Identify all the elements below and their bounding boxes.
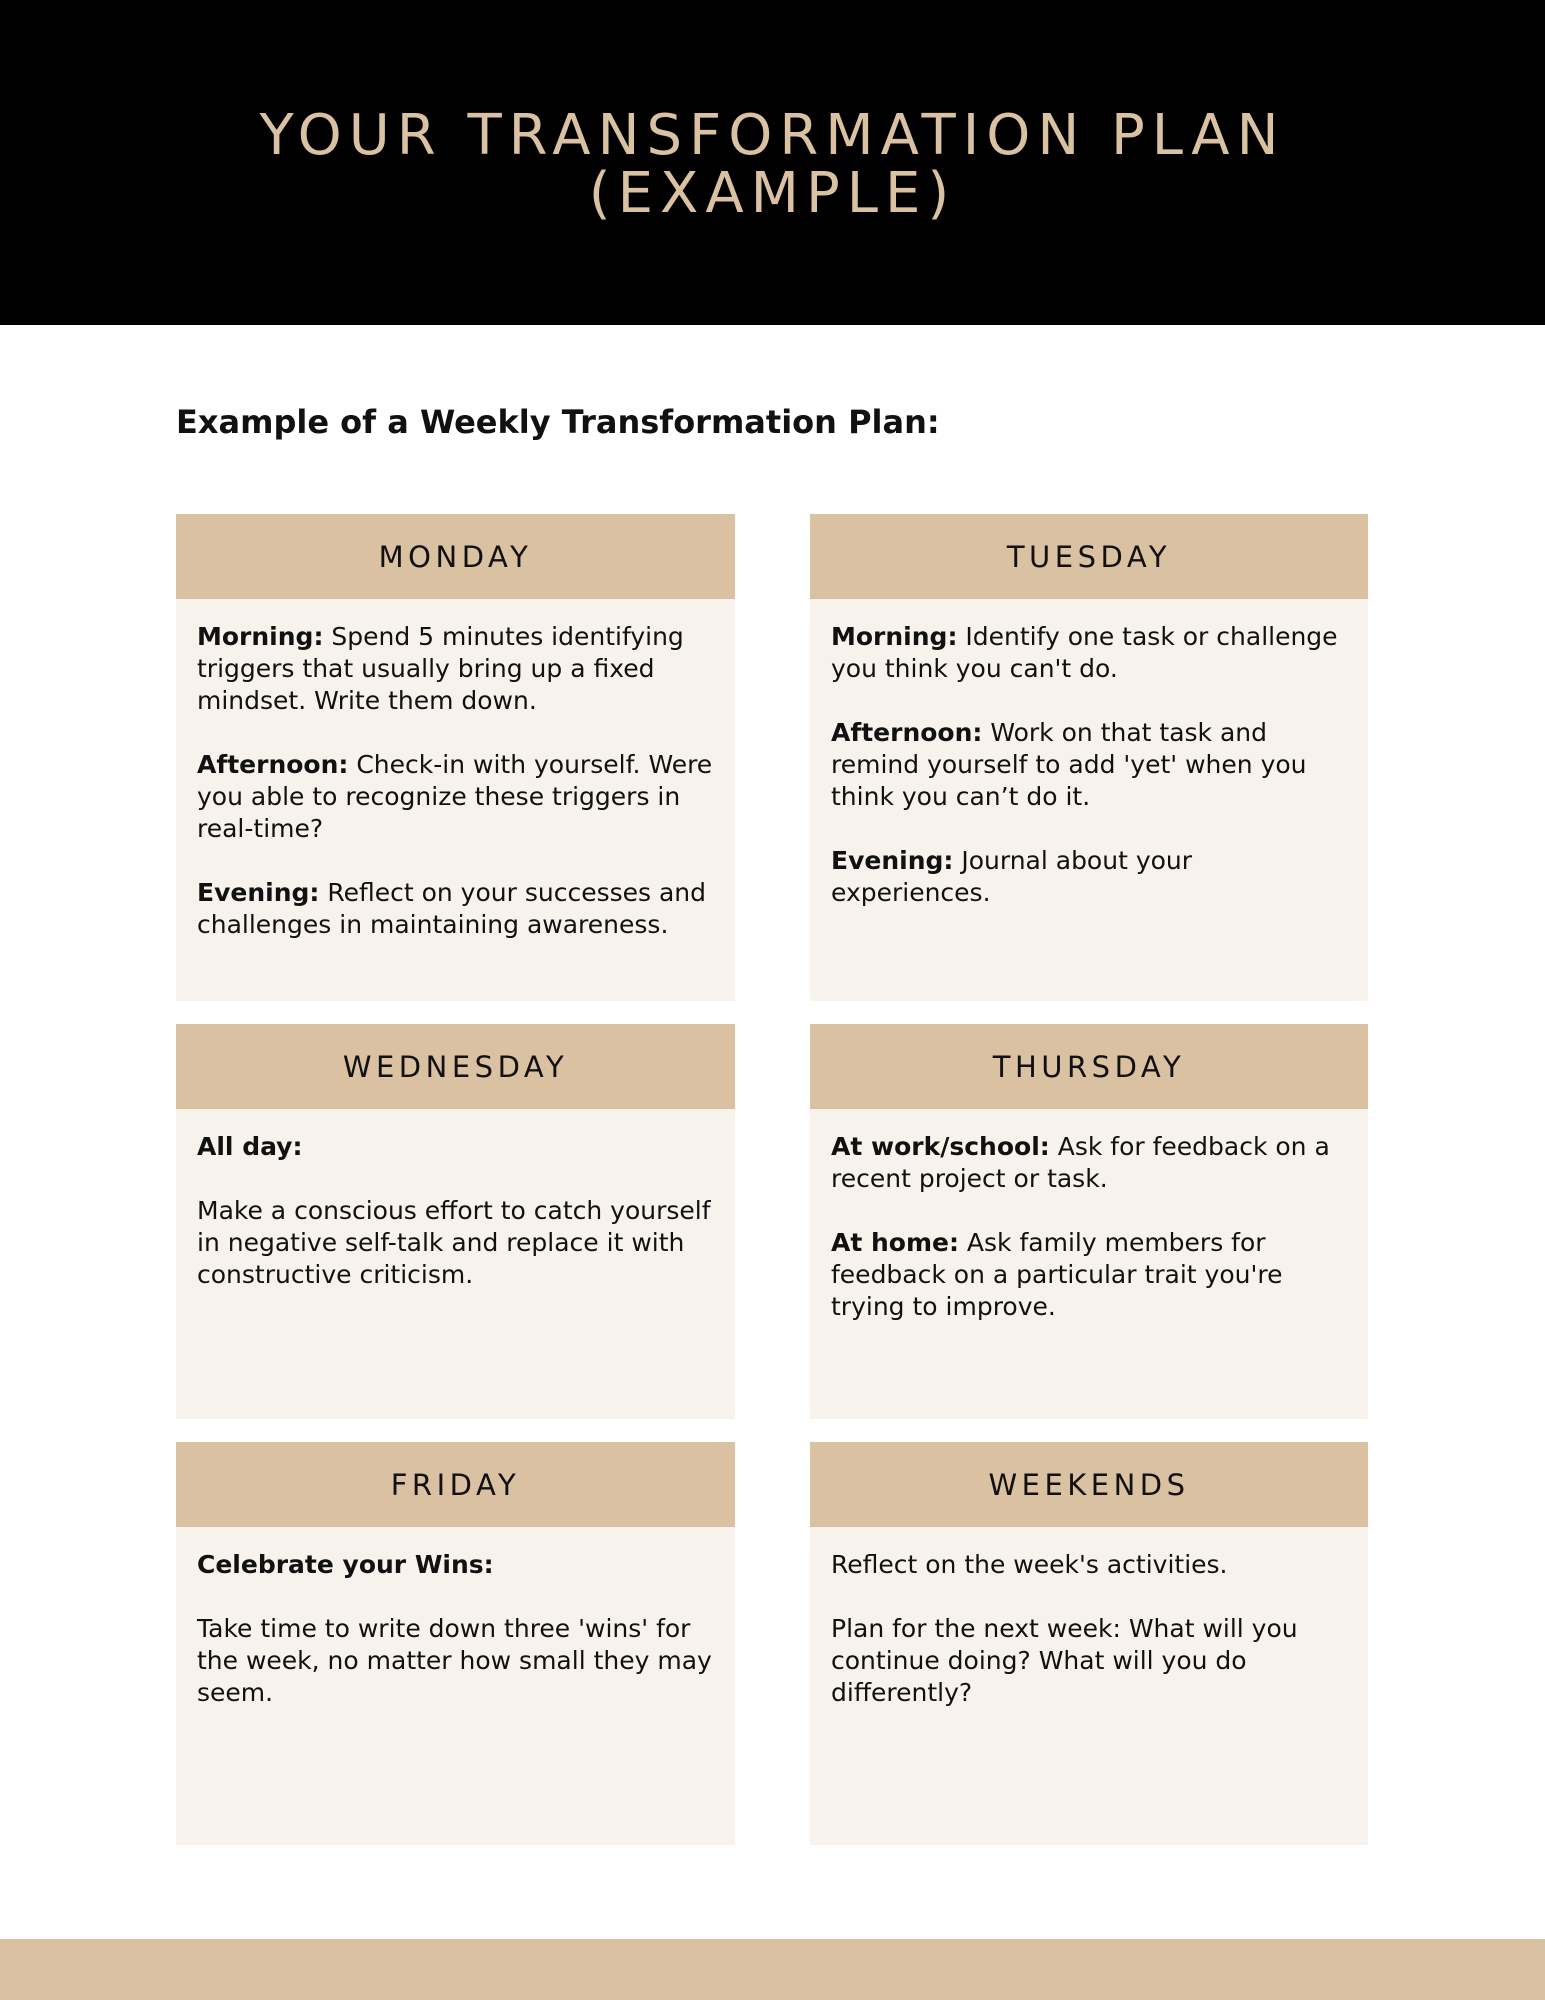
plan-text: Identify one task or challenge you think you can't do. <box>831 622 1338 683</box>
time-label: Evening: <box>831 846 954 875</box>
day-card-body <box>810 599 1368 909</box>
day-title: WEEKENDS <box>988 1467 1190 1502</box>
plan-paragraph <box>197 1195 714 1291</box>
page-title-line-1: YOUR TRANSFORMATION PLAN <box>259 102 1286 168</box>
time-label: Afternoon: <box>831 718 983 747</box>
time-label: Afternoon: <box>197 750 349 779</box>
plan-text: Ask for feedback on a recent project or task. <box>831 1132 1330 1193</box>
day-card-friday <box>176 1442 735 1845</box>
day-title: TUESDAY <box>1006 539 1172 574</box>
plan-text: Reflect on the week's activities. <box>831 1550 1228 1579</box>
day-card-thursday <box>810 1024 1368 1419</box>
plan-text: Work on that task and remind yourself to add 'yet' when you think you can’t do it. <box>831 718 1307 811</box>
time-label: At work/school: <box>831 1132 1050 1161</box>
time-label: Morning: <box>831 622 958 651</box>
time-label: Celebrate your Wins: <box>197 1550 494 1579</box>
plan-paragraph <box>831 1131 1347 1195</box>
time-label: At home: <box>831 1228 959 1257</box>
plan-text: Take time to write down three 'wins' for the week, no matter how small they may seem. <box>197 1614 712 1707</box>
day-title: THURSDAY <box>992 1049 1186 1084</box>
day-card-header <box>810 1442 1368 1527</box>
plan-text: Plan for the next week: What will you continue doing? What will you do differently? <box>831 1614 1298 1707</box>
plan-paragraph <box>831 717 1347 813</box>
plan-paragraph <box>197 1549 714 1581</box>
day-card-body <box>810 1527 1368 1709</box>
time-label: Evening: <box>197 878 320 907</box>
day-card-body <box>810 1109 1368 1323</box>
plan-text: Spend 5 minutes identifying triggers that usually bring up a fixed mindset. Write them down. <box>197 622 684 715</box>
plan-paragraph <box>831 1613 1347 1709</box>
plan-paragraph <box>831 1549 1347 1581</box>
day-card-header <box>176 1024 735 1109</box>
day-card-tuesday <box>810 514 1368 1001</box>
plan-text: Make a conscious effort to catch yourself in negative self-talk and replace it with constructive criticism. <box>197 1196 711 1289</box>
plan-paragraph <box>197 1613 714 1709</box>
page-header <box>0 0 1545 325</box>
day-card-monday <box>176 514 735 1001</box>
day-card-body <box>176 1527 735 1709</box>
day-card-header <box>176 514 735 599</box>
plan-paragraph <box>831 1227 1347 1323</box>
plan-paragraph <box>197 1131 714 1163</box>
day-card-body <box>176 599 735 941</box>
day-card-body <box>176 1109 735 1291</box>
time-label: Morning: <box>197 622 324 651</box>
plan-text: Check-in with yourself. Were you able to recognize these triggers in real-time? <box>197 750 713 843</box>
time-label: All day: <box>197 1132 303 1161</box>
day-card-header <box>810 514 1368 599</box>
plan-text: Reflect on your successes and challenges in maintaining awareness. <box>197 878 707 939</box>
day-title: WEDNESDAY <box>342 1049 569 1084</box>
page-footer-band <box>0 1939 1545 2000</box>
day-card-wednesday <box>176 1024 735 1419</box>
plan-text: Journal about your experiences. <box>831 846 1193 907</box>
day-card-header <box>810 1024 1368 1109</box>
day-title: FRIDAY <box>390 1467 521 1502</box>
plan-paragraph <box>197 621 714 717</box>
page-title <box>259 102 1286 226</box>
section-subtitle: Example of a Weekly Transformation Plan: <box>176 403 940 441</box>
plan-paragraph <box>831 621 1347 685</box>
plan-text: Ask family members for feedback on a particular trait you're trying to improve. <box>831 1228 1283 1321</box>
plan-paragraph <box>197 749 714 845</box>
day-title: MONDAY <box>378 539 533 574</box>
day-card-weekends <box>810 1442 1368 1845</box>
page-title-line-2: (EXAMPLE) <box>588 160 957 226</box>
plan-paragraph <box>197 877 714 941</box>
plan-paragraph <box>831 845 1347 909</box>
day-card-header <box>176 1442 735 1527</box>
